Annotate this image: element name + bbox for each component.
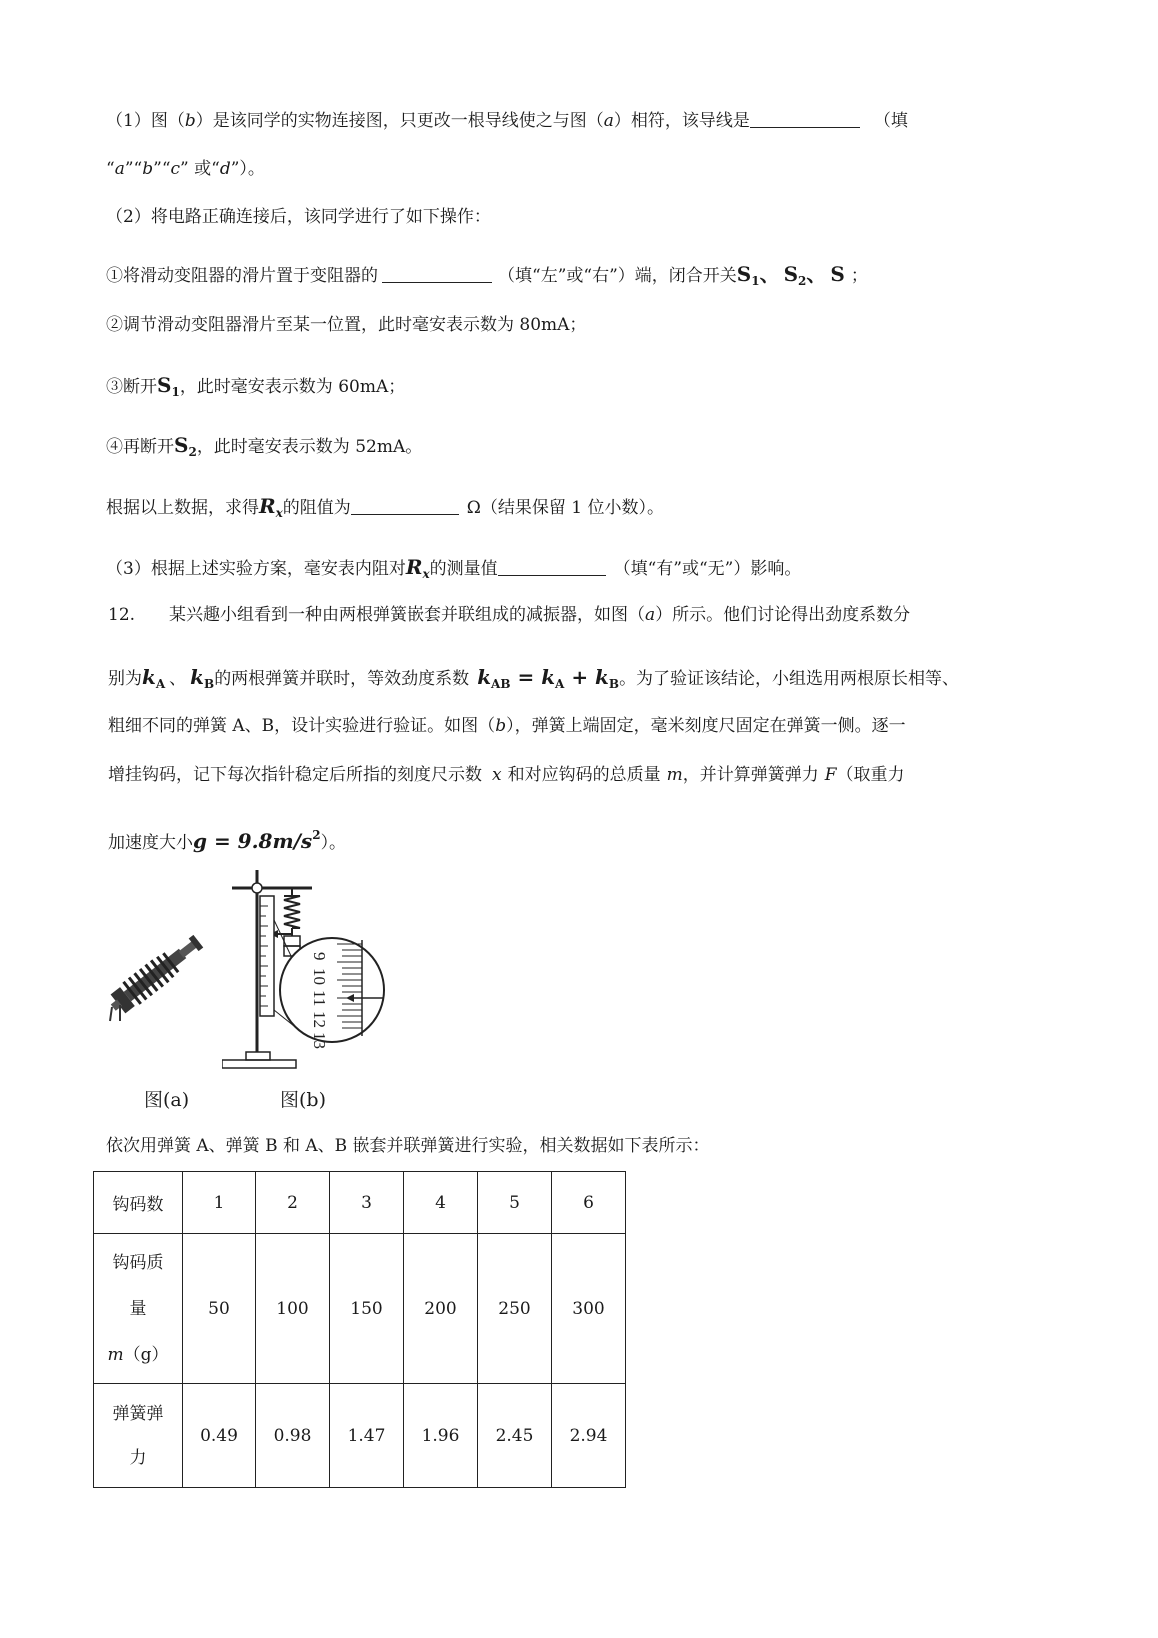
q12-line4: 增挂钩码，记下每次指针稳定后所指的刻度尺示数 x 和对应钩码的总质量 m，并计算弹簧弹力 F（取重力	[108, 765, 905, 785]
q12-line1: 12. 某兴趣小组看到一种由两根弹簧嵌套并联组成的减振器，如图（a）所示。他们讨论得出劲度系数分	[108, 605, 911, 625]
q11-step2: ②调节滑动变阻器滑片至某一位置，此时毫安表示数为 80mA；	[106, 315, 587, 335]
table-cell: 3	[330, 1172, 404, 1234]
table-cell: 100	[256, 1234, 330, 1384]
data-table	[93, 1171, 626, 1488]
table-intro: 依次用弹簧 A、弹簧 B 和 A、B 嵌套并联弹簧进行实验，相关数据如下表所示：	[106, 1136, 710, 1156]
ruler-label-11: 11	[310, 990, 329, 1007]
table-cell: 50	[183, 1234, 256, 1384]
table-cell: 4	[404, 1172, 478, 1234]
answer-blank-wire[interactable]	[750, 109, 860, 128]
table-cell: 2.45	[478, 1384, 552, 1488]
figure-b-caption: 图(b)	[280, 1089, 326, 1111]
table-header-cell: 钩码数	[94, 1172, 183, 1234]
ruler-label-12: 12	[310, 1011, 329, 1028]
q11-part1-line1: （1）图（b）是该同学的实物连接图，只更改一根导线使之与图（a）相符，该导线是 （填	[106, 111, 908, 131]
table-row	[94, 1172, 626, 1234]
table-cell: 2	[256, 1172, 330, 1234]
q12-line2: 别为$k_A$ 、 $k_B$的两根弹簧并联时，等效劲度系数 $k_{AB} = k_A + k_B$。为了验证该结论，小组选用两根原长相等、	[108, 665, 960, 691]
figure-b-spring-stand	[222, 860, 402, 1076]
ruler-label-13: 13	[310, 1032, 329, 1049]
figure-a-caption: 图(a)	[144, 1089, 190, 1111]
table-cell: 250	[478, 1234, 552, 1384]
table-cell: 5	[478, 1172, 552, 1234]
answer-blank-influence[interactable]	[498, 557, 606, 576]
table-header-cell: 弹簧弹 力	[94, 1384, 183, 1488]
table-header-cell: 钩码质 量 m（g）	[94, 1234, 183, 1384]
q11-result: 根据以上数据，求得$R_x$的阻值为 Ω（结果保留 1 位小数）。	[106, 494, 664, 520]
q12-line3: 粗细不同的弹簧 A、B，设计实验进行验证。如图（b），弹簧上端固定，毫米刻度尺固定在弹簧一侧。逐一	[108, 716, 906, 736]
table-cell: 0.49	[183, 1384, 256, 1488]
q11-step1: ①将滑动变阻器的滑片置于变阻器的 （填“左”或“右”）端，闭合开关$S_1$、 $S_2$、 S ；	[106, 262, 868, 288]
answer-blank-left-right[interactable]	[382, 264, 492, 283]
q11-step4: ④再断开$S_2$，此时毫安表示数为 52mA。	[106, 433, 423, 459]
answer-blank-rx[interactable]	[351, 496, 459, 515]
ruler-label-10: 10	[310, 968, 329, 985]
table-cell: 200	[404, 1234, 478, 1384]
table-row	[94, 1384, 626, 1488]
table-cell: 150	[330, 1234, 404, 1384]
figure-a-shock-absorber	[100, 925, 210, 1025]
q11-step3: ③断开$S_1$，此时毫安表示数为 60mA；	[106, 373, 406, 399]
table-cell: 300	[552, 1234, 626, 1384]
table-row	[94, 1234, 626, 1384]
table-cell: 0.98	[256, 1384, 330, 1488]
table-cell: 6	[552, 1172, 626, 1234]
table-cell: 1.96	[404, 1384, 478, 1488]
q12-line5: 加速度大小$g = 9.8m/s^2$）。	[108, 828, 347, 853]
q11-part3: （3）根据上述实验方案，毫安表内阻对$R_x$的测量值 （填“有”或“无”）影响。	[106, 555, 802, 581]
ruler-label-9: 9	[310, 952, 329, 961]
table-cell: 1.47	[330, 1384, 404, 1488]
table-cell: 2.94	[552, 1384, 626, 1488]
table-cell: 1	[183, 1172, 256, 1234]
q11-part1-line2: “a”“b”“c” 或“d”）。	[106, 159, 265, 179]
q11-part2-intro: （2）将电路正确连接后，该同学进行了如下操作：	[106, 207, 491, 227]
